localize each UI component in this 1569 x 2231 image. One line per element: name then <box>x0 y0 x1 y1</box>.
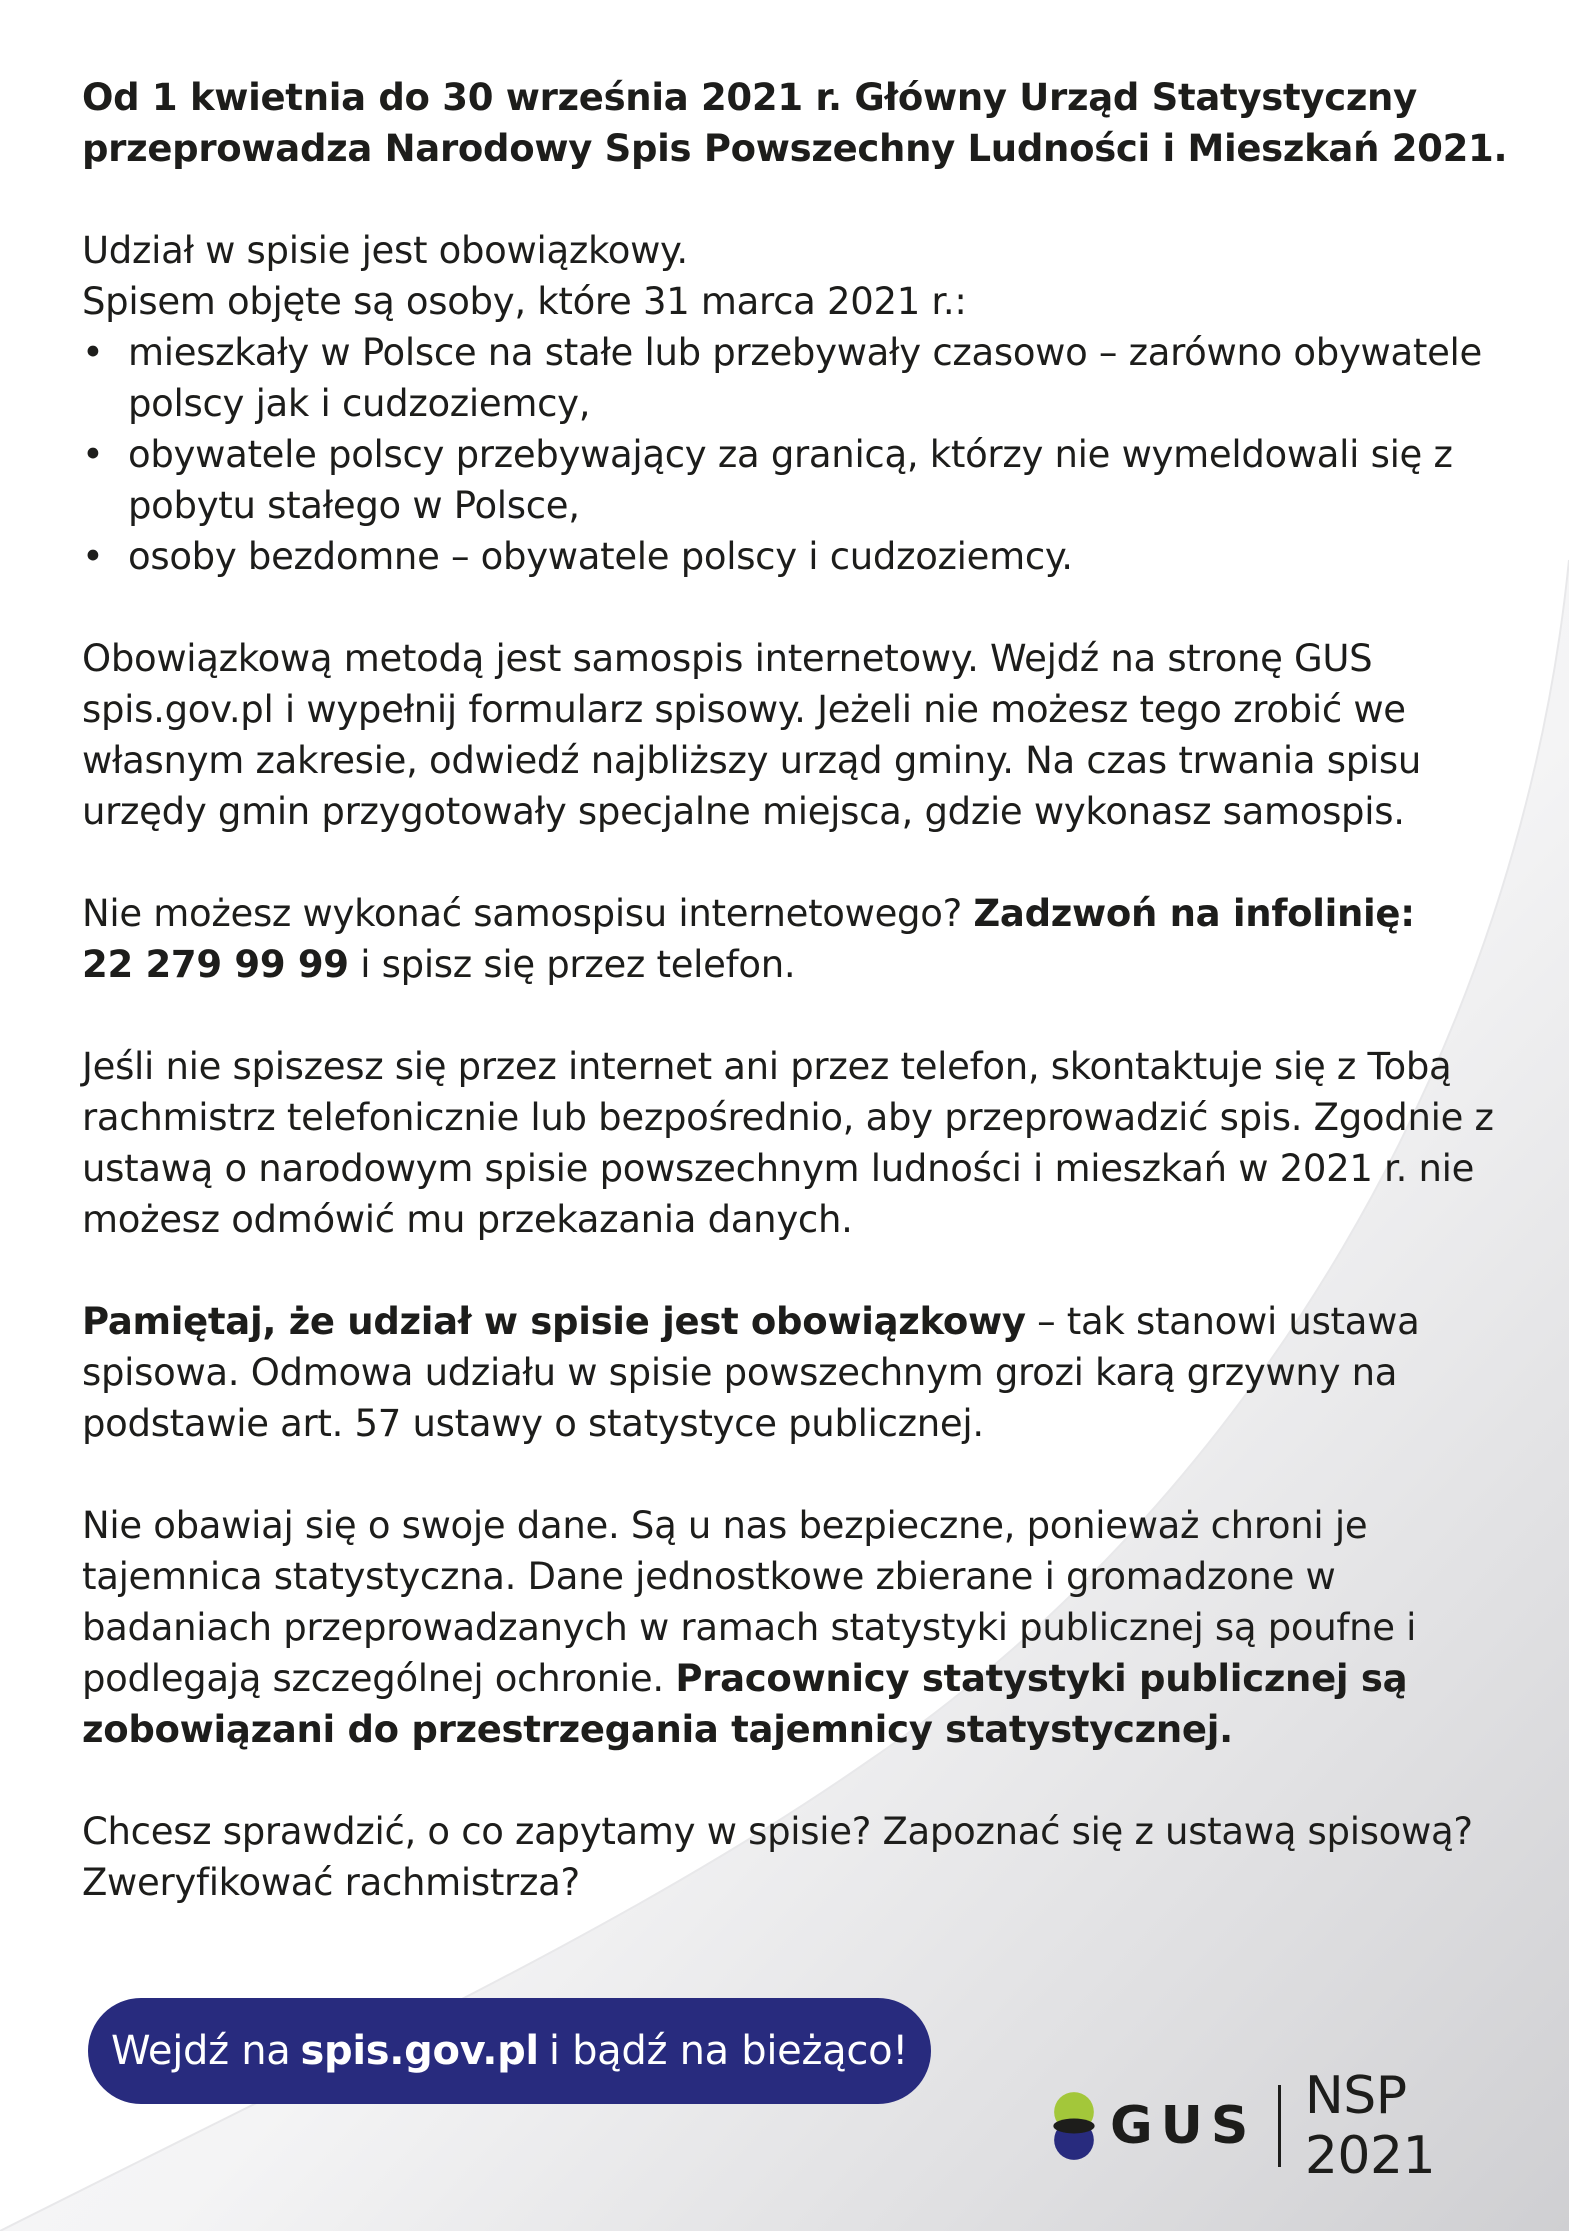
reminder-bold: Pamiętaj, że udział w spisie jest obowiązkowy <box>82 1300 1026 1343</box>
cta-suffix: i bądź na bieżąco! <box>548 2028 908 2074</box>
infoline-suffix: i spisz się przez telefon. <box>360 943 796 986</box>
privacy-bold: Pracownicy statystyki publicznej są zobowiązani do przestrzegania tajemnicy statystycznej. <box>82 1657 1408 1751</box>
intro-paragraph: Od 1 kwietnia do 30 września 2021 r. Główny Urząd Statystyczny przeprowadza Narodowy Spis Powszechny Ludności i Mieszkań 2021. <box>82 76 1508 170</box>
gus-label: GUS <box>1109 2096 1257 2156</box>
gus-logo-icon <box>1050 2083 1098 2169</box>
scope-statement: Spisem objęte są osoby, które 31 marca 2021 r.: <box>82 280 967 323</box>
method-paragraph: Obowiązkową metodą jest samospis internetowy. Wejdź na stronę GUS spis.gov.pl i wypełnij formularz spisowy. Jeżeli nie możesz tego zrobić we własnym zakresie, odwiedź najbliższy urząd gminy. Na czas trwania spisu urzędy gmin przygotowały specjalne miejsca, gdzie wykonasz samospis. <box>82 637 1422 833</box>
enumerator-paragraph: Jeśli nie spiszesz się przez internet ani przez telefon, skontaktuje się z Tobą rachmistrz telefonicznie lub bezpośrednio, aby przeprowadzić spis. Zgodnie z ustawą o narodowym spisie powszechnym ludności i mieszkań w 2021 r. nie możesz odmówić mu przekazania danych. <box>82 1045 1494 1241</box>
cta-prefix: Wejdź na <box>111 2028 291 2074</box>
nsp-label: NSP 2021 <box>1304 2066 1436 2186</box>
infoline-phone: 22 279 99 99 <box>82 943 349 986</box>
infoline-paragraph <box>82 888 1522 990</box>
footer-logo <box>1050 2066 1510 2186</box>
infoline-question: Nie możesz wykonać samospisu internetowego? <box>82 892 962 935</box>
privacy-text: Nie obawiaj się o swoje dane. Są u nas bezpieczne, ponieważ chroni je tajemnica statystyczna. Dane jednostkowe zbierane i gromadzone w badaniach przeprowadzanych w ramach statystyki publicznej są poufne i podlegają szczególnej ochronie. <box>82 1504 1417 1700</box>
obligation-section <box>82 225 1522 582</box>
cta-button[interactable] <box>88 1998 931 2104</box>
list-item: • osoby bezdomne – obywatele polscy i cudzoziemcy. <box>82 531 1522 582</box>
privacy-paragraph <box>82 1500 1522 1755</box>
list-item: • mieszkały w Polsce na stałe lub przebywały czasowo – zarówno obywatele polscy jak i cudzoziemcy, <box>82 327 1522 429</box>
scope-list <box>82 327 1522 582</box>
questions-paragraph: Chcesz sprawdzić, o co zapytamy w spisie? Zapoznać się z ustawą spisową? Zweryfikować rachmistrza? <box>82 1810 1473 1904</box>
leaflet-text <box>82 72 1522 1959</box>
list-item: • obywatele polscy przebywający za granicą, którzy nie wymeldowali się z pobytu stałego w Polsce, <box>82 429 1522 531</box>
obligation-statement: Udział w spisie jest obowiązkowy. <box>82 229 688 272</box>
logo-divider <box>1278 2085 1280 2167</box>
cta-link[interactable]: spis.gov.pl <box>300 2028 539 2074</box>
infoline-call-label: Zadzwoń na infolinię: <box>973 892 1415 935</box>
reminder-paragraph <box>82 1296 1522 1449</box>
reminder-text: – tak stanowi ustawa spisowa. Odmowa udziału w spisie powszechnym grozi karą grzywny na podstawie art. 57 ustawy o statystyce publicznej. <box>82 1300 1420 1445</box>
